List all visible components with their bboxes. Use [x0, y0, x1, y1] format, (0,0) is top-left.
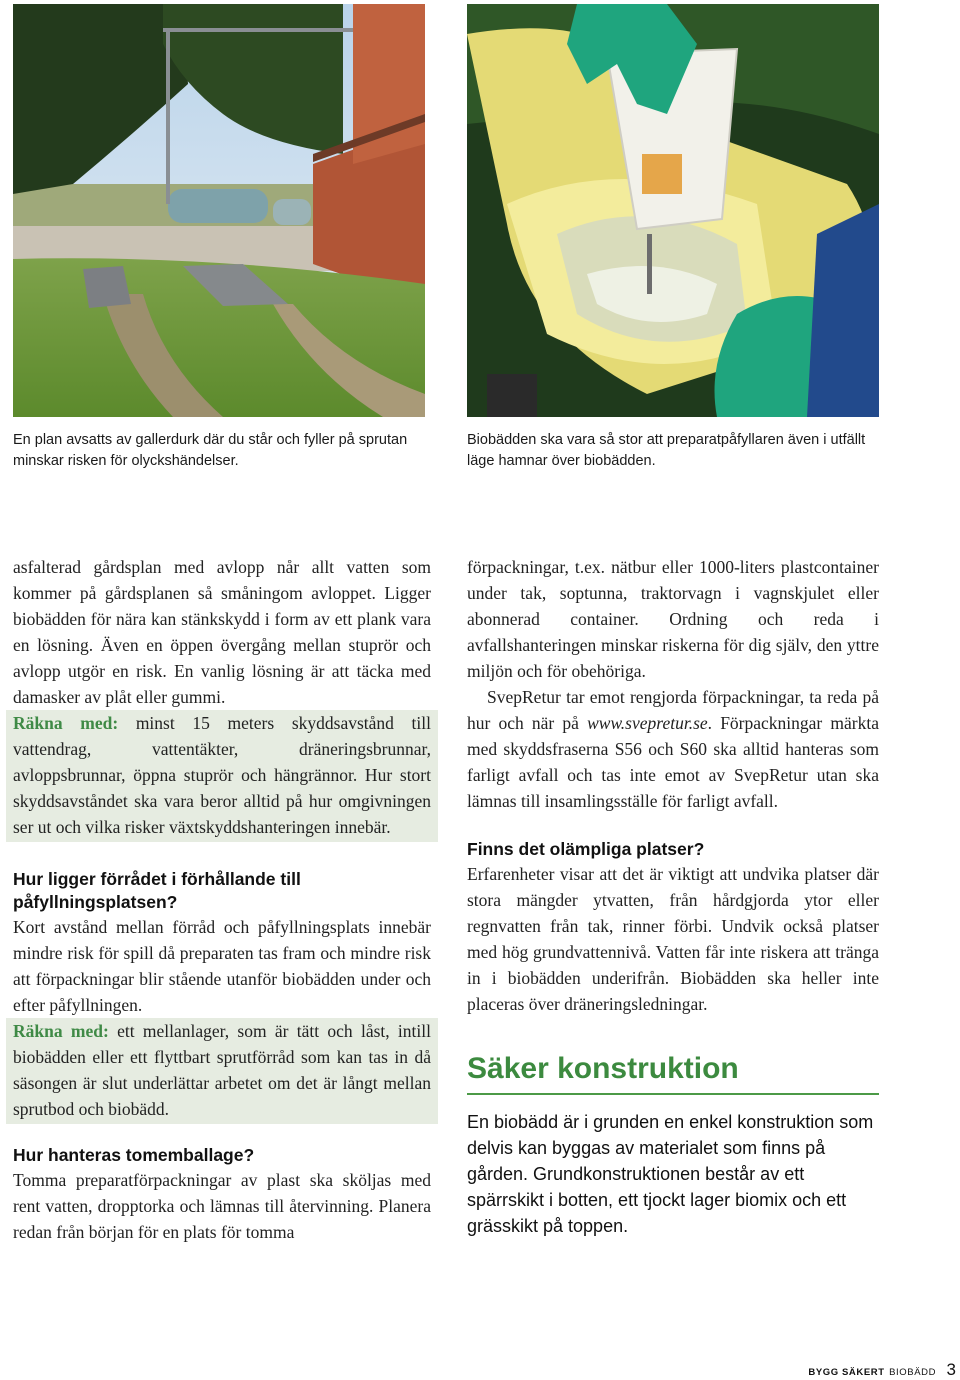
page-number: 3: [946, 1360, 956, 1379]
section-title: Säker konstruktion: [467, 1052, 739, 1085]
reminder-box-interim-storage: [6, 1018, 438, 1124]
right-text-column: [467, 554, 879, 1239]
pesticide-filling-photo: [467, 4, 879, 417]
paragraph-packaging: Tomma preparatförpackningar av plast ska sköljas med rent vatten, dropptorka och lämnas till återvinning. Planera redan från början för en plats för tomma: [13, 1170, 431, 1242]
section-divider: [467, 1093, 879, 1095]
paragraph-storage: Kort avstånd mellan förråd och påfyllningsplats innebär mindre risk för spill då preparaten tas fram och mindre risk att förpackningar blir stående utanför biobädden under och efter påfyllningen.: [13, 917, 431, 1015]
reminder-label: Räkna med:: [13, 1021, 109, 1041]
farmyard-grating-photo: [13, 4, 425, 417]
svepretur-text-start: SvepRetur tar emot rengjorda förpackningar, ta reda på hur och när på: [467, 687, 879, 733]
section-lead: En biobädd är i grunden en enkel konstruktion som delvis kan byggas av materialet som finns på gården. Grundkonstruktionen består av ett spärrskikt i botten, ett tjockt lager biomix och ett grässkikt på toppen.: [467, 1112, 874, 1236]
paragraph-containers: förpackningar, t.ex. nätbur eller 1000-liters plastcontainer under tak, soptunna, traktorvagn i vagnskjulet eller abonnerad container. Ordning och reda i avfallshanteringen minskar riskerna för dig själv, den yttre miljön och för obehöriga.: [467, 557, 879, 681]
heading-unsuitable-places: Finns det olämpliga platser?: [467, 839, 705, 859]
reminder-text: ett mellanlager, som är tätt och låst, intill biobädden eller ett flyttbart sprutförråd som kan tas in då säsongen är slut underlättar arbetet om det är långt mellan sprutbod och biobädd.: [13, 1021, 431, 1119]
page-footer: [808, 1360, 956, 1380]
reminder-label: Räkna med:: [13, 713, 119, 733]
svepretur-text-end: . Förpackningar märkta med skyddsfraserna S56 och S60 ska alltid hanteras som farligt avfall och tas inte emot av SvepRetur utan ska lämnas till insamlingsställe för farligt avfall.: [467, 713, 879, 811]
paragraph-unsuitable-places: Erfarenheter visar att det är viktigt att undvika platser där stora mängder ytvatten, från hårdgjorda ytor eller regnvatten från tak, rinner förbi. Undvik också platser med hög grundvattennivå. Vatten får inte riskera att tränga in i biobädden underifrån. Biobädden ska heller inte placeras över dräneringsledningar.: [467, 864, 879, 1014]
left-photo-caption: En plan avsatts av gallerdurk där du står och fyller på sprutan minskar risken för olyckshändelser.: [13, 432, 408, 469]
svepretur-link[interactable]: www.svepretur.se: [587, 713, 708, 733]
heading-storage: Hur ligger förrådet i förhållande till påfyllningsplatsen?: [13, 869, 301, 912]
right-photo-caption: Biobädden ska vara så stor att preparatpåfyllaren även i utfällt läge hamnar över biobädden.: [467, 432, 866, 469]
reminder-text: minst 15 meters skyddsavstånd till vattendrag, vattentäkter, dräneringsbrunnar, avloppsbrunnar, öppna stuprör och hängrännor. Hur stort skyddsavståndet ska vara beror alltid på hur omgivningen ser ut och vilka risker växtskyddshanteringen innebär.: [13, 713, 431, 837]
reminder-box-distance: [6, 710, 438, 842]
footer-title-regular: BIOBÄDD: [889, 1367, 937, 1378]
paragraph-drainage: asfalterad gårdsplan med avlopp når allt vatten som kommer på gårdsplanen så småningom avloppet. Ligger biobädden för nära kan stänkskydd i form av ett plank vara en lösning. Även en öppen övergång mellan stuprör och avlopp utgör en risk. En vanlig lösning är att täcka med damasker av plåt eller gummi.: [13, 557, 431, 707]
footer-title-bold: BYGG SÄKERT: [808, 1367, 885, 1378]
left-text-column: [13, 554, 431, 1245]
paragraph-svepretur: [467, 684, 879, 814]
heading-packaging: Hur hanteras tomemballage?: [13, 1145, 255, 1165]
